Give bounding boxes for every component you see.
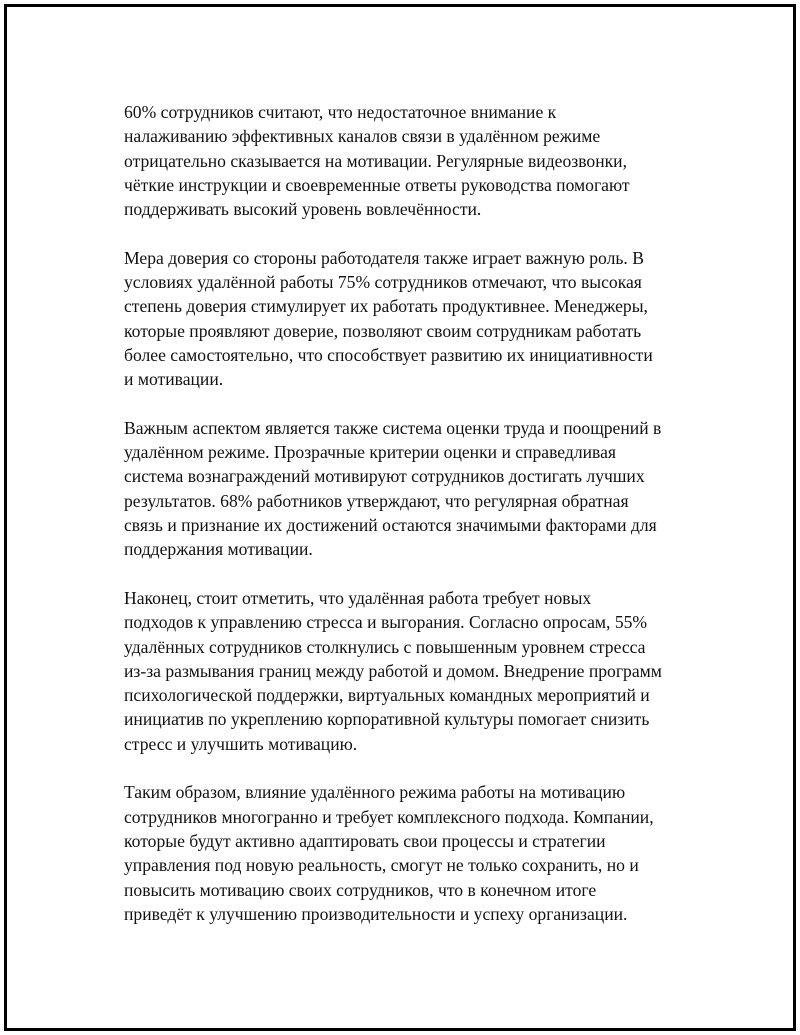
page-frame	[4, 4, 796, 1031]
paragraph-line: приведёт к улучшению производительности и успеху организации.	[124, 903, 628, 924]
document-body	[124, 100, 704, 950]
paragraph-line: условиях удалённой работы 75% сотрудников отмечают, что высокая	[124, 272, 642, 293]
paragraph-line: поддержания мотивации.	[124, 539, 313, 560]
paragraph-line: подходов к управлению стресса и выгорания. Согласно опросам, 55%	[124, 612, 648, 633]
paragraph-line: удалённых сотрудников столкнулись с повышенным уровнем стресса	[124, 636, 646, 657]
paragraph-line: из-за размывания границ между работой и домом. Внедрение программ	[124, 660, 662, 681]
paragraph-line: 60% сотрудников считают, что недостаточное внимание к	[124, 102, 557, 122]
paragraph-line: Наконец, стоит отметить, что удалённая работа требует новых	[124, 587, 592, 608]
paragraph-line: стресс и улучшить мотивацию.	[124, 733, 358, 754]
paragraph-line: Важным аспектом является также система оценки труда и поощрений в	[124, 417, 662, 438]
paragraph-line: Мера доверия со стороны работодателя также играет важную роль. В	[124, 247, 644, 268]
paragraph-line: удалённом режиме. Прозрачные критерии оценки и справедливая	[124, 442, 617, 463]
paragraph-line: повысить мотивацию своих сотрудников, что в конечном итоге	[124, 879, 597, 900]
paragraph-5	[124, 780, 704, 926]
paragraph-line: отрицательно сказывается на мотивации. Регулярные видеозвонки,	[124, 150, 627, 171]
paragraph-line: управления под новую реальность, смогут не только сохранить, но и	[124, 855, 639, 876]
paragraph-3	[124, 416, 704, 562]
paragraph-line: чёткие инструкции и своевременные ответы руководства помогают	[124, 174, 630, 195]
paragraph-line: поддерживать высокий уровень вовлечённости.	[124, 199, 482, 220]
paragraph-line: которые будут активно адаптировать свои процессы и стратегии	[124, 830, 606, 851]
paragraph-2	[124, 246, 704, 392]
paragraph-line: которые проявляют доверие, позволяют своим сотрудникам работать	[124, 320, 642, 341]
paragraph-4	[124, 586, 704, 756]
paragraph-line: инициатив по укреплению корпоративной культуры помогает снизить	[124, 709, 650, 730]
paragraph-line: связь и признание их достижений остаются значимыми факторами для	[124, 515, 657, 536]
paragraph-line: Таким образом, влияние удалённого режима работы на мотивацию	[124, 782, 626, 803]
paragraph-line: более самостоятельно, что способствует развитию их инициативности	[124, 344, 653, 365]
paragraph-line: сотрудников многогранно и требует комплексного подхода. Компании,	[124, 806, 654, 827]
paragraph-line: налаживанию эффективных каналов связи в удалённом режиме	[124, 126, 601, 147]
paragraph-line: степень доверия стимулирует их работать продуктивнее. Менеджеры,	[124, 296, 648, 317]
paragraph-line: и мотивации.	[124, 369, 224, 390]
paragraph-line: система вознаграждений мотивируют сотрудников достигать лучших	[124, 466, 645, 487]
paragraph-1	[124, 100, 704, 221]
paragraph-line: результатов. 68% работников утверждают, что регулярная обратная	[124, 490, 629, 511]
paragraph-line: психологической поддержки, виртуальных командных мероприятий и	[124, 685, 650, 706]
